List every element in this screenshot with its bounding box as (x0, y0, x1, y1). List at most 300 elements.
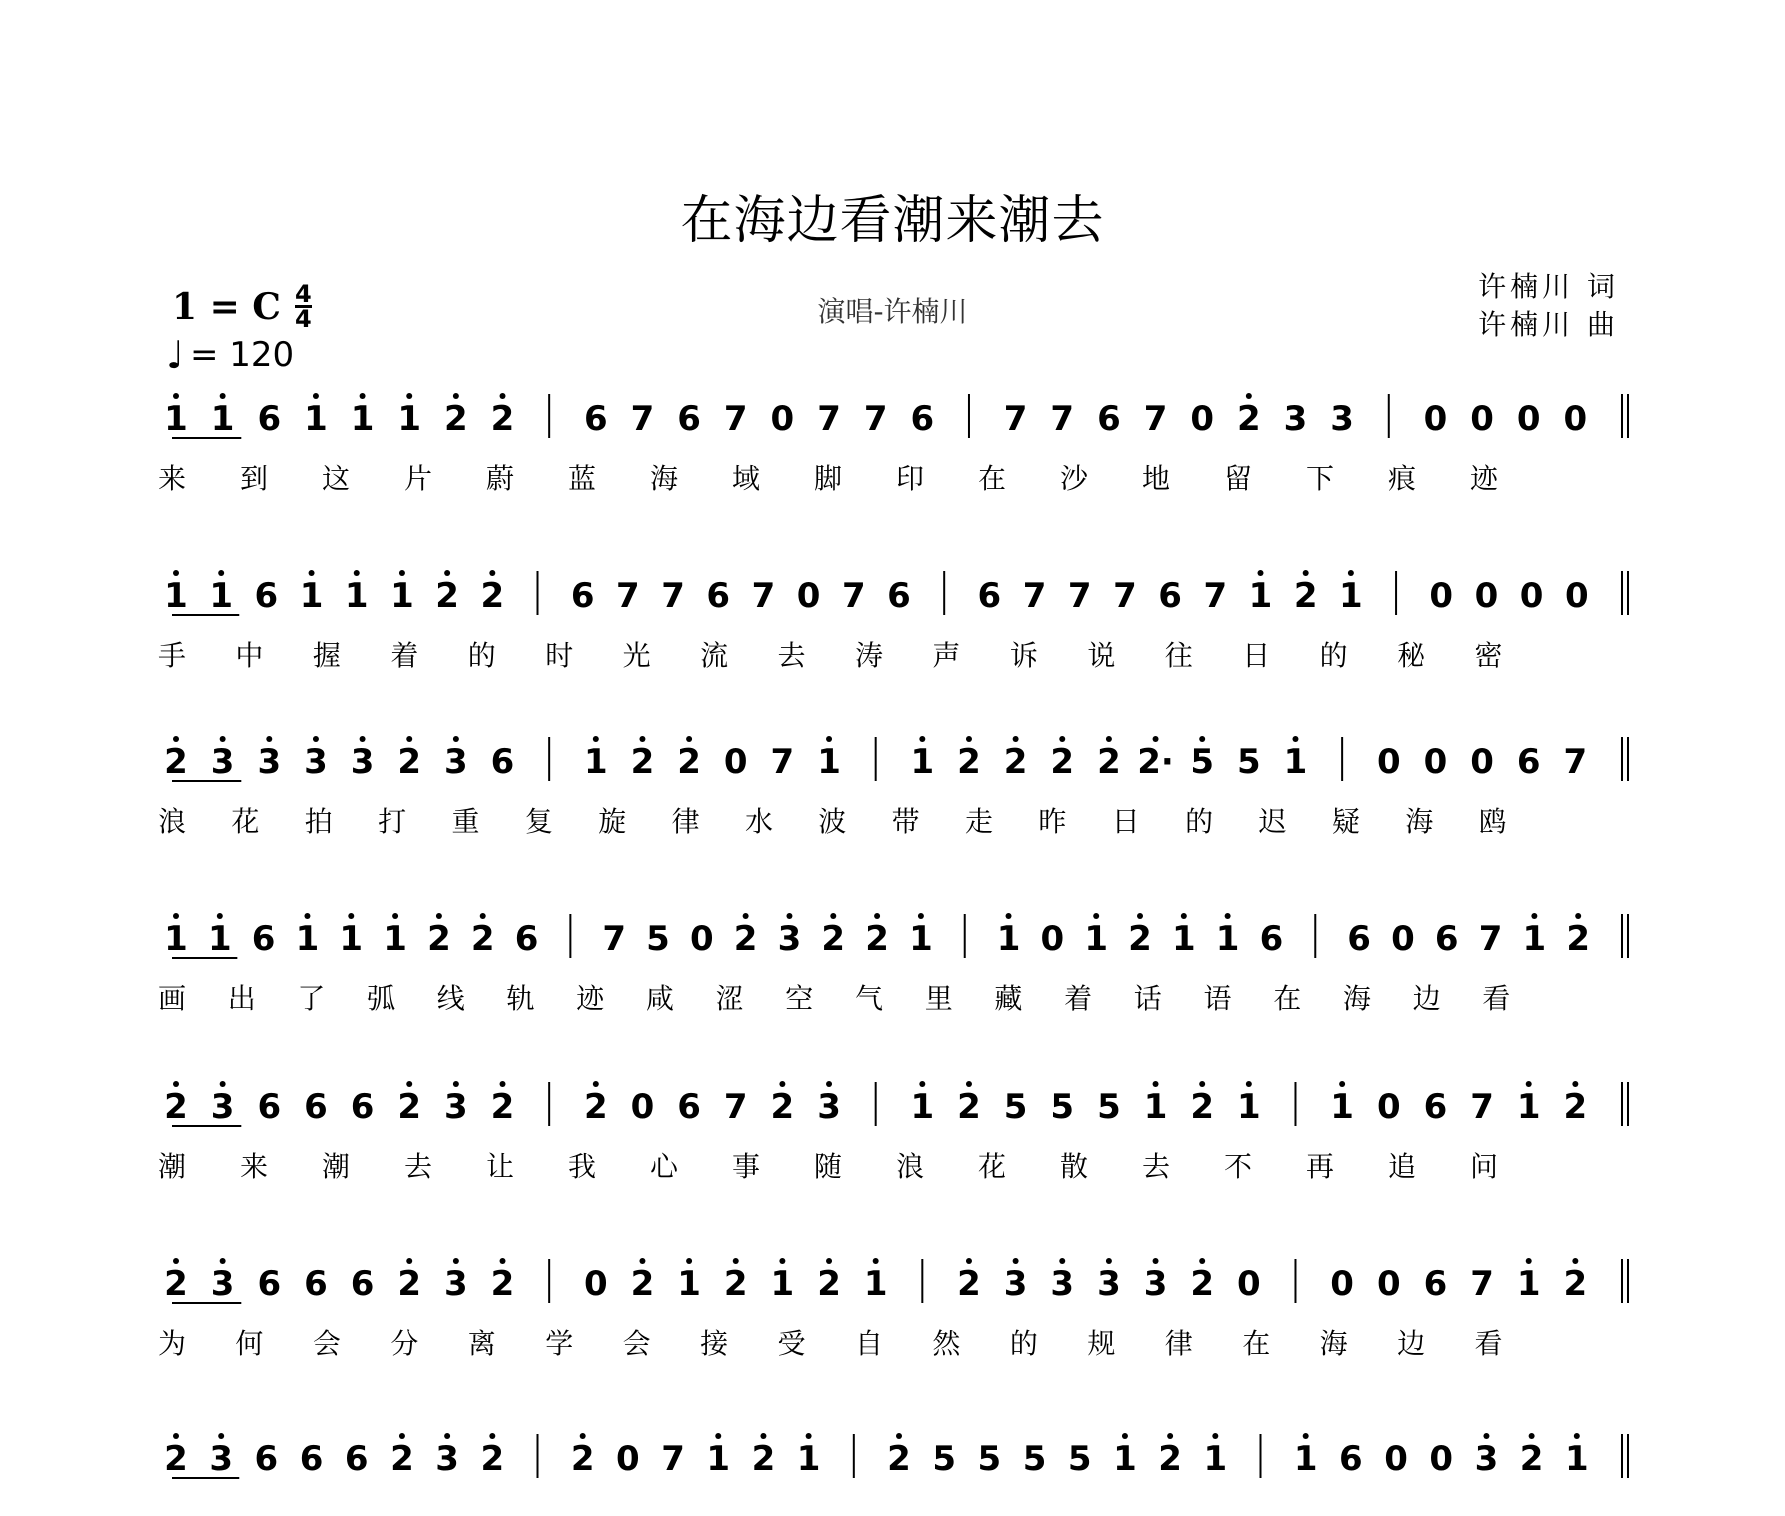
octave-dot (1572, 1081, 1578, 1087)
note: 2 (1519, 1439, 1544, 1479)
lyric-char: 我 (567, 1150, 597, 1183)
octave-dot (500, 1081, 506, 1087)
lyric-char: 浪 (895, 1150, 925, 1183)
octave-dot (453, 393, 459, 399)
octave-dot (1529, 1433, 1535, 1439)
note: 6 (1259, 919, 1284, 959)
lyric-char: 复 (524, 805, 553, 838)
note: 2 (1237, 399, 1261, 439)
note: 2 (164, 1264, 188, 1304)
note: 7 (1003, 399, 1028, 439)
octave-dot (266, 736, 272, 742)
lyric-char: 走 (965, 805, 994, 838)
octave-dot (686, 1258, 692, 1264)
note: 6 (1339, 1439, 1363, 1479)
note: 3 (817, 1087, 841, 1127)
lyric-char: 再 (1305, 1150, 1335, 1183)
note: 1 (910, 742, 935, 782)
octave-dot (309, 570, 315, 576)
octave-dot (218, 1433, 224, 1439)
note: 0 (1423, 742, 1448, 782)
lyric-char: 学 (545, 1327, 574, 1360)
octave-dot (1303, 570, 1309, 576)
note: 0 (1516, 399, 1541, 439)
octave-dot (220, 1081, 226, 1087)
octave-dot (1013, 1258, 1019, 1264)
note: 1 (1516, 1087, 1541, 1127)
lyric-char: 潮 (157, 1150, 187, 1183)
note: 2 (164, 1439, 188, 1479)
note: 7 (1067, 576, 1092, 616)
lyric-char: 气 (854, 982, 884, 1015)
lyric-char: 追 (1387, 1150, 1417, 1183)
note: 2 (887, 1439, 911, 1479)
note: 1 (1084, 919, 1109, 959)
note: 2 (1563, 1087, 1588, 1127)
octave-dot (1246, 1081, 1252, 1087)
note: 2 (733, 919, 758, 959)
octave-dot (1006, 913, 1012, 919)
note: 1 (1330, 1087, 1354, 1127)
note: 6 (1347, 919, 1371, 959)
lyric-char: 密 (1474, 639, 1503, 672)
note: 7 (630, 399, 655, 439)
note: 1 (383, 919, 407, 959)
lyric-char: 的 (467, 639, 496, 672)
note: 6 (304, 1087, 328, 1127)
lyric-char: 潮 (321, 1150, 351, 1183)
octave-dot (500, 393, 506, 399)
note: 1 (706, 1439, 731, 1479)
lyric-char: 说 (1087, 639, 1116, 672)
note: 2 (480, 1439, 505, 1479)
note: 2 (677, 742, 701, 782)
note: 5 (977, 1439, 1002, 1479)
octave-dot (1303, 1433, 1309, 1439)
note: 6 (344, 1439, 369, 1479)
lyric-char: 鸥 (1478, 805, 1507, 838)
note: 2 (1190, 1264, 1215, 1304)
note: 7 (1143, 399, 1168, 439)
note: 0 (1384, 1439, 1408, 1479)
octave-dot (399, 1433, 405, 1439)
lyric-char: 规 (1087, 1327, 1116, 1360)
octave-dot (220, 736, 226, 742)
lyric-char: 片 (403, 462, 433, 495)
score-row (158, 1081, 1628, 1183)
octave-dot (830, 913, 836, 919)
note: 7 (751, 576, 776, 616)
lyric-char: 分 (390, 1327, 419, 1360)
octave-dot (1013, 736, 1019, 742)
octave-dot (1106, 736, 1112, 742)
note: 0 (616, 1439, 640, 1479)
note: 6 (570, 576, 595, 616)
note: 3 (444, 1087, 468, 1127)
note: 2 (427, 919, 451, 959)
note: 1 (339, 919, 364, 959)
note: 7 (1563, 742, 1588, 782)
lyric-char: 昨 (1038, 805, 1067, 838)
octave-dot (489, 1433, 495, 1439)
note: 1 (1171, 919, 1196, 959)
note: 3 (1050, 1264, 1075, 1304)
note: 6 (251, 919, 276, 959)
note: 3 (777, 919, 802, 959)
lyric-char: 下 (1305, 462, 1335, 495)
note: 1 (164, 919, 188, 959)
octave-dot (218, 570, 224, 576)
octave-dot (444, 1433, 450, 1439)
octave-dot (873, 1258, 879, 1264)
note: 5 (1237, 742, 1261, 782)
lyric-char: 着 (1064, 982, 1093, 1015)
octave-dot (896, 1433, 902, 1439)
note: 3 (210, 1087, 235, 1127)
octave-dot (173, 570, 179, 576)
octave-dot (1531, 913, 1537, 919)
note: 0 (1190, 399, 1215, 439)
note: 0 (1423, 399, 1448, 439)
note: 6 (910, 399, 935, 439)
note: 7 (1470, 1087, 1494, 1127)
lyric-char: 离 (467, 1327, 496, 1360)
note: 2· (1137, 742, 1174, 782)
note: 0 (1564, 576, 1589, 616)
note: 1 (295, 919, 320, 959)
octave-dot (453, 1081, 459, 1087)
note: 2 (817, 1264, 841, 1304)
lyric-char: 沙 (1059, 462, 1089, 495)
octave-dot (392, 913, 398, 919)
note: 6 (583, 399, 608, 439)
note: 1 (390, 576, 414, 616)
lyric-char: 在 (1242, 1327, 1271, 1360)
note: 0 (1330, 1264, 1354, 1304)
time-signature-top: 4 (294, 280, 312, 308)
note: 2 (397, 742, 422, 782)
octave-dot (406, 1081, 412, 1087)
note: 6 (304, 1264, 328, 1304)
note: 3 (1283, 399, 1308, 439)
octave-dot (453, 736, 459, 742)
lyric-char: 去 (1141, 1150, 1171, 1183)
octave-dot (580, 1433, 586, 1439)
note: 3 (1474, 1439, 1499, 1479)
octave-dot (918, 913, 924, 919)
octave-dot (593, 736, 599, 742)
note: 3 (1143, 1264, 1168, 1304)
octave-dot (406, 1258, 412, 1264)
lyric-char: 问 (1469, 1150, 1499, 1183)
note: 2 (957, 1264, 981, 1304)
lyric-char: 蓝 (567, 462, 597, 495)
octave-dot (1059, 736, 1065, 742)
note: 0 (1376, 1087, 1401, 1127)
lyric-char: 海 (1319, 1327, 1348, 1360)
note: 7 (817, 399, 841, 439)
octave-dot (500, 1258, 506, 1264)
lyric-char: 画 (157, 982, 187, 1015)
note: 3 (209, 1439, 234, 1479)
note: 6 (706, 576, 731, 616)
lyric-char: 律 (671, 805, 700, 838)
octave-dot (826, 1258, 832, 1264)
note: 6 (490, 742, 515, 782)
octave-dot (173, 913, 179, 919)
note: 5 (1022, 1439, 1047, 1479)
lyric-char: 日 (1111, 805, 1140, 838)
lyric-char: 会 (312, 1327, 341, 1360)
octave-dot (966, 1081, 972, 1087)
lyric-char: 事 (731, 1150, 761, 1183)
note: 5 (1003, 1087, 1028, 1127)
octave-dot (173, 393, 179, 399)
note: 7 (602, 919, 627, 959)
note: 2 (957, 1087, 981, 1127)
note: 7 (616, 576, 640, 616)
note: 0 (1429, 576, 1454, 616)
octave-dot (489, 570, 495, 576)
singer-credit: 演唱-许楠川 (817, 295, 968, 328)
note: 6 (677, 1087, 701, 1127)
octave-dot (1181, 913, 1187, 919)
note: 7 (1022, 576, 1047, 616)
composer-credit: 许楠川 曲 (1478, 308, 1619, 341)
note: 2 (751, 1439, 776, 1479)
note: 6 (514, 919, 539, 959)
octave-dot (966, 736, 972, 742)
note: 0 (796, 576, 821, 616)
note: 2 (490, 399, 515, 439)
lyric-char: 握 (312, 639, 341, 672)
note: 3 (304, 742, 328, 782)
lyric-char: 空 (785, 982, 814, 1015)
lyric-char: 时 (545, 639, 574, 672)
note: 2 (397, 1087, 422, 1127)
note: 3 (1097, 1264, 1121, 1304)
lyric-char: 声 (932, 639, 961, 672)
note: 6 (257, 399, 282, 439)
note: 6 (1423, 1264, 1448, 1304)
note: 3 (444, 1264, 468, 1304)
note: 1 (1215, 919, 1240, 959)
note: 3 (1330, 399, 1354, 439)
lyric-char: 流 (700, 639, 729, 672)
note: 6 (350, 1087, 375, 1127)
note: 2 (1128, 919, 1152, 959)
note: 1 (207, 919, 232, 959)
note: 2 (1566, 919, 1591, 959)
time-signature-bottom: 4 (294, 305, 312, 333)
lyric-char: 拍 (304, 805, 333, 838)
octave-dot (1153, 1081, 1159, 1087)
note: 5 (646, 919, 670, 959)
note: 6 (1158, 576, 1182, 616)
octave-dot (1575, 913, 1581, 919)
octave-dot (733, 1258, 739, 1264)
note: 1 (677, 1264, 701, 1304)
octave-dot (1153, 1258, 1159, 1264)
octave-dot (743, 913, 749, 919)
octave-dot (1574, 1433, 1580, 1439)
song-title: 在海边看潮来潮去 (680, 191, 1105, 251)
score-row (158, 393, 1628, 495)
octave-dot (1153, 736, 1159, 742)
note: 6 (350, 1264, 375, 1304)
lyric-char: 轨 (506, 982, 535, 1015)
octave-dot (173, 1258, 179, 1264)
octave-dot (779, 1081, 785, 1087)
note: 0 (1376, 742, 1401, 782)
lyric-char: 日 (1242, 639, 1271, 672)
lyric-char: 往 (1164, 639, 1193, 672)
octave-dot (806, 1433, 812, 1439)
note: 0 (1237, 1264, 1261, 1304)
note: 2 (480, 576, 505, 616)
note: 2 (1158, 1439, 1182, 1479)
octave-dot (1483, 1433, 1489, 1439)
lyric-char: 看 (1482, 982, 1511, 1015)
note: 0 (630, 1087, 655, 1127)
lyric-char: 散 (1059, 1150, 1089, 1183)
note: 5 (1050, 1087, 1075, 1127)
octave-dot (444, 570, 450, 576)
lyric-char: 带 (891, 805, 920, 838)
lyric-char: 随 (813, 1150, 843, 1183)
note: 6 (677, 399, 701, 439)
octave-dot (593, 1081, 599, 1087)
note: 2 (397, 1264, 422, 1304)
octave-dot (1199, 1081, 1205, 1087)
note: 3 (1003, 1264, 1028, 1304)
lyric-char: 咸 (645, 982, 674, 1015)
note: 0 (1040, 919, 1065, 959)
lyricist-credit: 许楠川 词 (1478, 270, 1619, 303)
octave-dot (760, 1433, 766, 1439)
quarter-note-icon: ♩ (166, 333, 184, 377)
note: 2 (470, 919, 495, 959)
note: 2 (435, 576, 459, 616)
note: 7 (661, 576, 685, 616)
note: 2 (390, 1439, 414, 1479)
note: 1 (344, 576, 369, 616)
note: 7 (863, 399, 888, 439)
note: 1 (1564, 1439, 1589, 1479)
octave-dot (1292, 736, 1298, 742)
octave-dot (1137, 913, 1143, 919)
lyric-char: 会 (622, 1327, 651, 1360)
lyric-char: 涛 (854, 639, 884, 672)
note: 1 (209, 576, 234, 616)
octave-dot (1339, 1081, 1345, 1087)
octave-dot (360, 393, 366, 399)
note: 0 (583, 1264, 608, 1304)
note: 0 (1376, 1264, 1401, 1304)
octave-dot (1572, 1258, 1578, 1264)
lyric-char: 海 (1342, 982, 1371, 1015)
note: 0 (1474, 576, 1499, 616)
note: 5 (1097, 1087, 1121, 1127)
note: 7 (1478, 919, 1503, 959)
lyric-char: 着 (390, 639, 419, 672)
octave-dot (919, 1081, 925, 1087)
note: 1 (304, 399, 328, 439)
note: 6 (299, 1439, 324, 1479)
note: 1 (1113, 1439, 1137, 1479)
lyric-char: 的 (1009, 1327, 1038, 1360)
lyric-char: 蔚 (485, 462, 515, 495)
note: 1 (817, 742, 841, 782)
lyric-char: 为 (157, 1327, 187, 1360)
note: 1 (863, 1264, 888, 1304)
octave-dot (826, 736, 832, 742)
note: 1 (770, 1264, 795, 1304)
lyric-char: 来 (239, 1150, 269, 1183)
octave-dot (1093, 913, 1099, 919)
lyric-char: 何 (235, 1327, 264, 1360)
octave-dot (1212, 1433, 1218, 1439)
note: 3 (257, 742, 282, 782)
lyric-char: 迹 (1469, 462, 1499, 495)
note: 7 (723, 1087, 748, 1127)
lyric-char: 边 (1397, 1327, 1426, 1360)
note: 2 (630, 1264, 655, 1304)
octave-dot (1348, 570, 1354, 576)
note: 2 (570, 1439, 595, 1479)
note: 2 (1097, 742, 1121, 782)
note: 2 (723, 1264, 748, 1304)
octave-dot (313, 393, 319, 399)
note: 7 (1203, 576, 1228, 616)
octave-dot (966, 1258, 972, 1264)
octave-dot (480, 913, 486, 919)
score-row (158, 570, 1628, 672)
note: 7 (1470, 1264, 1494, 1304)
lyric-char: 去 (403, 1150, 433, 1183)
note: 1 (909, 919, 933, 959)
lyric-char: 疑 (1331, 805, 1360, 838)
lyric-char: 让 (485, 1150, 515, 1183)
lyric-char: 印 (895, 462, 925, 495)
lyric-char: 迟 (1258, 805, 1287, 838)
octave-dot (1526, 1081, 1532, 1087)
octave-dot (919, 736, 925, 742)
key-label: 1 = C (172, 285, 281, 328)
lyric-char: 线 (436, 982, 465, 1015)
note: 6 (1423, 1087, 1448, 1127)
note: 3 (435, 1439, 459, 1479)
note: 1 (1293, 1439, 1318, 1479)
note: 2 (490, 1087, 515, 1127)
note: 2 (1003, 742, 1028, 782)
lyric-char: 旋 (598, 805, 627, 838)
note: 2 (865, 919, 889, 959)
octave-dot (348, 913, 354, 919)
note: 6 (887, 576, 911, 616)
note: 1 (1522, 919, 1547, 959)
lyric-char: 然 (932, 1327, 961, 1360)
note: 2 (1050, 742, 1075, 782)
score-row (158, 736, 1628, 838)
note: 1 (996, 919, 1021, 959)
lyric-char: 这 (321, 462, 351, 495)
octave-dot (304, 913, 310, 919)
note: 3 (210, 1264, 235, 1304)
octave-dot (1199, 736, 1205, 742)
note: 0 (723, 742, 748, 782)
note: 2 (1563, 1264, 1588, 1304)
